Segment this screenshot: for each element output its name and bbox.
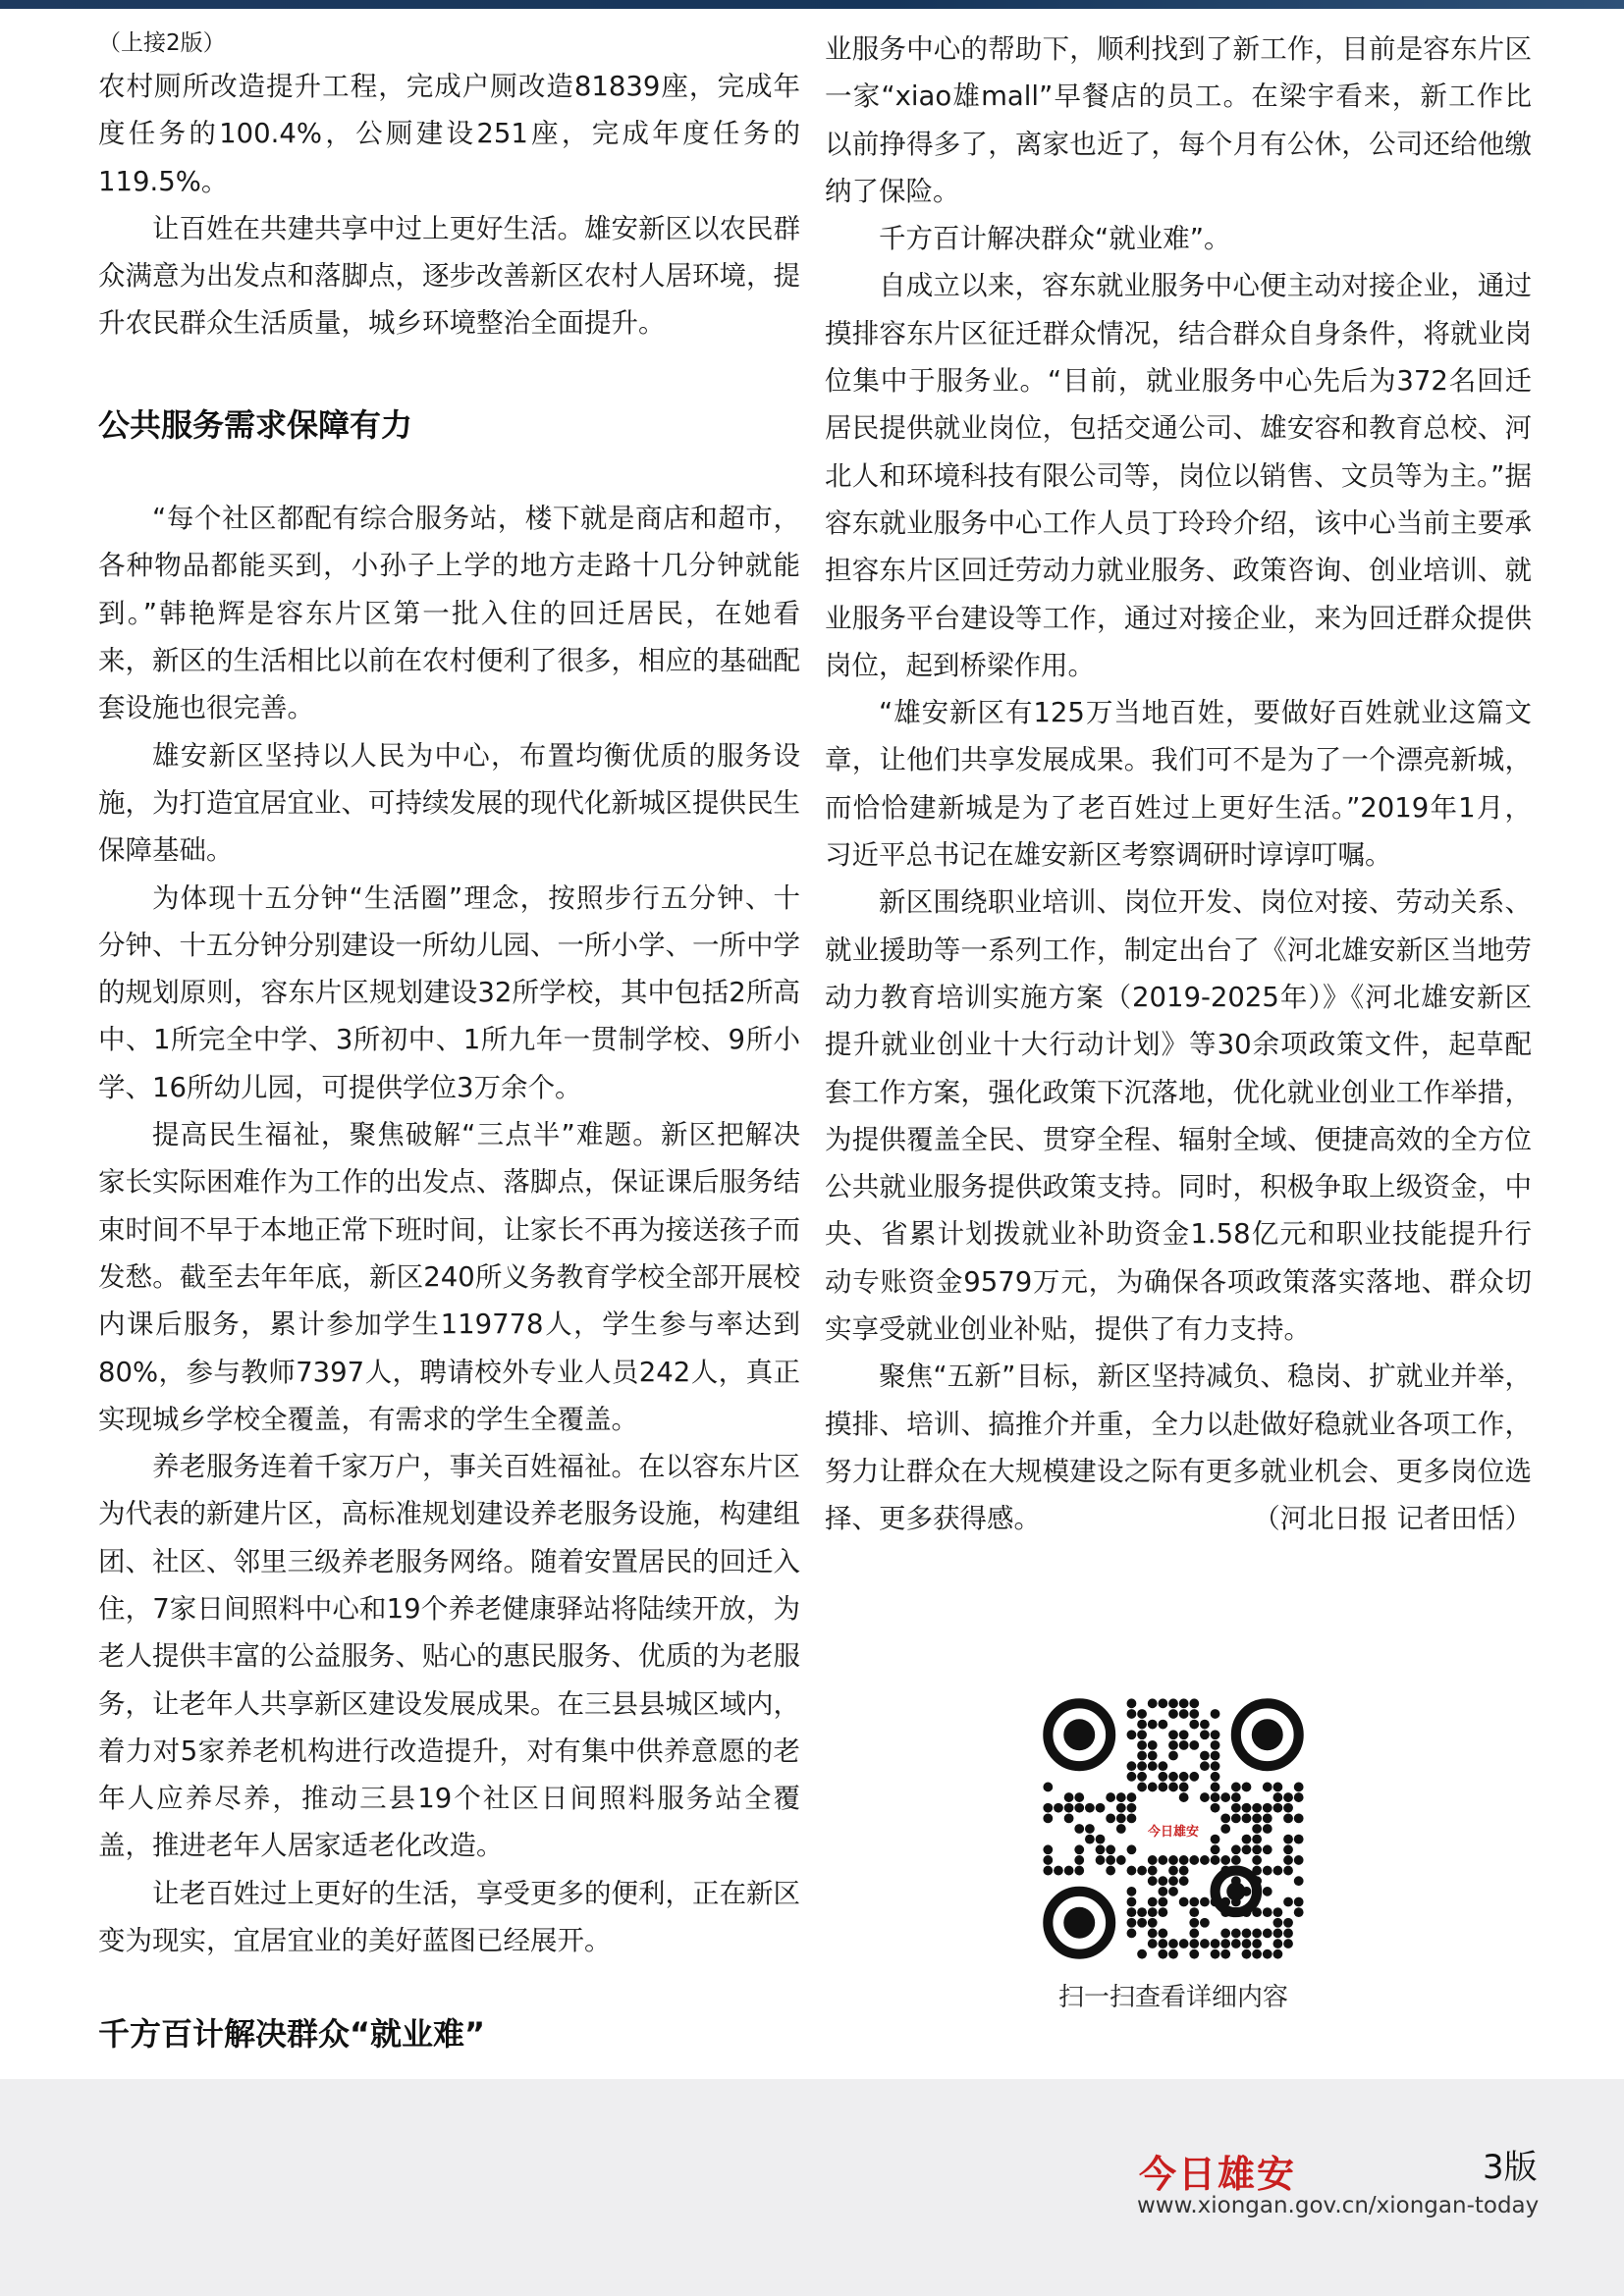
paragraph: “雄安新区有125万当地百姓，要做好百姓就业这篇文章，让他们共享发展成果。我们可不是为了一个漂亮新城，而恰恰建新城是为了老百姓过上更好生活。”2019年1月，习近平总书记在雄安新区考察调研时谆谆叮嘱。 [825,697,1532,872]
paragraph [825,1353,1532,1542]
top-bar [0,0,1624,9]
page-number: 3版 [1483,2148,1538,2187]
left-column [98,26,800,2128]
paragraph: 自成立以来，容东就业服务中心便主动对接企业，通过摸排容东片区征迁群众情况，结合群众自身条件，将就业岗位集中于服务业。“目前，就业服务中心先后为372名回迁居民提供就业岗位，包括交通公司、雄安容和教育总校、河北人和环境科技有限公司等，岗位以销售、文员等为主。”据容东就业服务中心工作人员丁玲玲介绍，该中心当前主要承担容东片区回迁劳动力就业服务、政策咨询、创业培训、就业服务平台建设等工作，通过对接企业，来为回迁群众提供岗位，起到桥梁作用。 [825,270,1532,681]
right-column [825,26,1532,1543]
site-url[interactable]: www.xiongan.gov.cn/xiongan-today [1137,2193,1540,2218]
section-heading: 千方百计解决群众“就业难” [98,2015,486,2054]
paragraph: 为体现十五分钟“生活圈”理念，按照步行五分钟、十分钟、十五分钟分别建设一所幼儿园、一所小学、一所中学的规划原则，容东片区规划建设32所学校，其中包括2所高中、1所完全中学、3所初中、1所九年一贯制学校、9所小学、16所幼儿园，可提供学位3万余个。 [98,881,800,1103]
qr-caption: 扫一扫查看详细内容 [1057,1983,1288,2012]
paragraph: “每个社区都配有综合服务站，楼下就是商店和超市，各种物品都能买到，小孙子上学的地方走路十几分钟就能到。”韩艳辉是容东片区第一批入住的回迁居民，在她看来，新区的生活相比以前在农村便利了很多，相应的基础配套设施也很完善。 [98,503,800,724]
paragraph: 农村厕所改造提升工程，完成户厕改造81839座，完成年度任务的100.4%，公厕建设251座，完成年度任务的119.5%。 [98,71,800,197]
paragraph-text: 聚焦“五新”目标，新区坚持减负、稳岗、扩就业并举，摸排、培训、搞推介并重，全力以赴做好稳就业各项工作，努力让群众在大规模建设之际有更多就业机会、更多岗位选择、更多获得感。 [825,1361,1532,1535]
paragraph: 养老服务连着千家万户，事关百姓福祉。在以容东片区为代表的新建片区，高标准规划建设养老服务设施，构建组团、社区、邻里三级养老服务网络。随着安置居民的回迁入住，7家日间照料中心和19个养老健康驿站将陆续开放，为老人提供丰富的公益服务、贴心的惠民服务、优质的为老服务，让老年人共享新区建设发展成果。在三县县城区域内，着力对5家养老机构进行改造提升，对有集中供养意愿的老年人应养尽养，推动三县19个社区日间照料服务站全覆盖，推进老年人居家适老化改造。 [98,1451,800,1862]
section-heading: 公共服务需求保障有力 [98,405,413,444]
qr-code[interactable] [1043,1698,1304,1959]
brand-logo: 今日雄安 [1139,2152,1297,2196]
paragraph: 让老百姓过上更好的生活，享受更多的便利，正在新区变为现实，宜居宜业的美好蓝图已经展开。 [98,1877,800,1957]
byline: （河北日报 记者田恬） [1253,1503,1532,1535]
paragraph: 让百姓在共建共享中过上更好生活。雄安新区以农民群众满意为出发点和落脚点，逐步改善新区农村人居环境，提升农民群众生活质量，城乡环境整治全面提升。 [98,212,800,340]
paragraph: 新区围绕职业培训、岗位开发、岗位对接、劳动关系、就业援助等一系列工作，制定出台了《河北雄安新区当地劳动力教育培训实施方案（2019-2025年）》《河北雄安新区提升就业创业十大行动计划》等30余项政策文件，起草配套工作方案，强化政策下沉落地，优化就业创业工作举措，为提供覆盖全民、贯穿全程、辐射全域、便捷高效的全方位公共就业服务提供政策支持。同时，积极争取上级资金，中央、省累计划拨就业补助资金1.58亿元和职业技能提升行动专账资金9579万元，为确保各项政策落实落地、群众切实享受就业创业补贴，提供了有力支持。 [825,886,1532,1346]
footer [0,2079,1624,2296]
paragraph: 提高民生福祉，聚焦破解“三点半”难题。新区把解决家长实际困难作为工作的出发点、落脚点，保证课后服务结束时间不早于本地正常下班时间，让家长不再为接送孩子而发愁。截至去年年底，新区240所义务教育学校全部开展校内课后服务，累计参加学生119778人，学生参与率达到80%，参与教师7397人，聘请校外专业人员242人，真正实现城乡学校全覆盖，有需求的学生全覆盖。 [98,1119,800,1435]
continuation-note: （上接2版） [98,30,226,56]
paragraph: 雄安新区坚持以人民为中心，布置均衡优质的服务设施，为打造宜居宜业、可持续发展的现代化新城区提供民生保障基础。 [98,739,800,867]
paragraph: 业服务中心的帮助下，顺利找到了新工作，目前是容东片区一家“xiao雄mall”早餐店的员工。在梁宇看来，新工作比以前挣得多了，离家也近了，每个月有公休，公司还给他缴纳了保险。 [825,33,1532,207]
qr-badge-logo: 今日雄安 [1141,1808,1206,1851]
paragraph: 千方百计解决群众“就业难”。 [879,223,1231,255]
qr-block [1043,1698,1304,2013]
